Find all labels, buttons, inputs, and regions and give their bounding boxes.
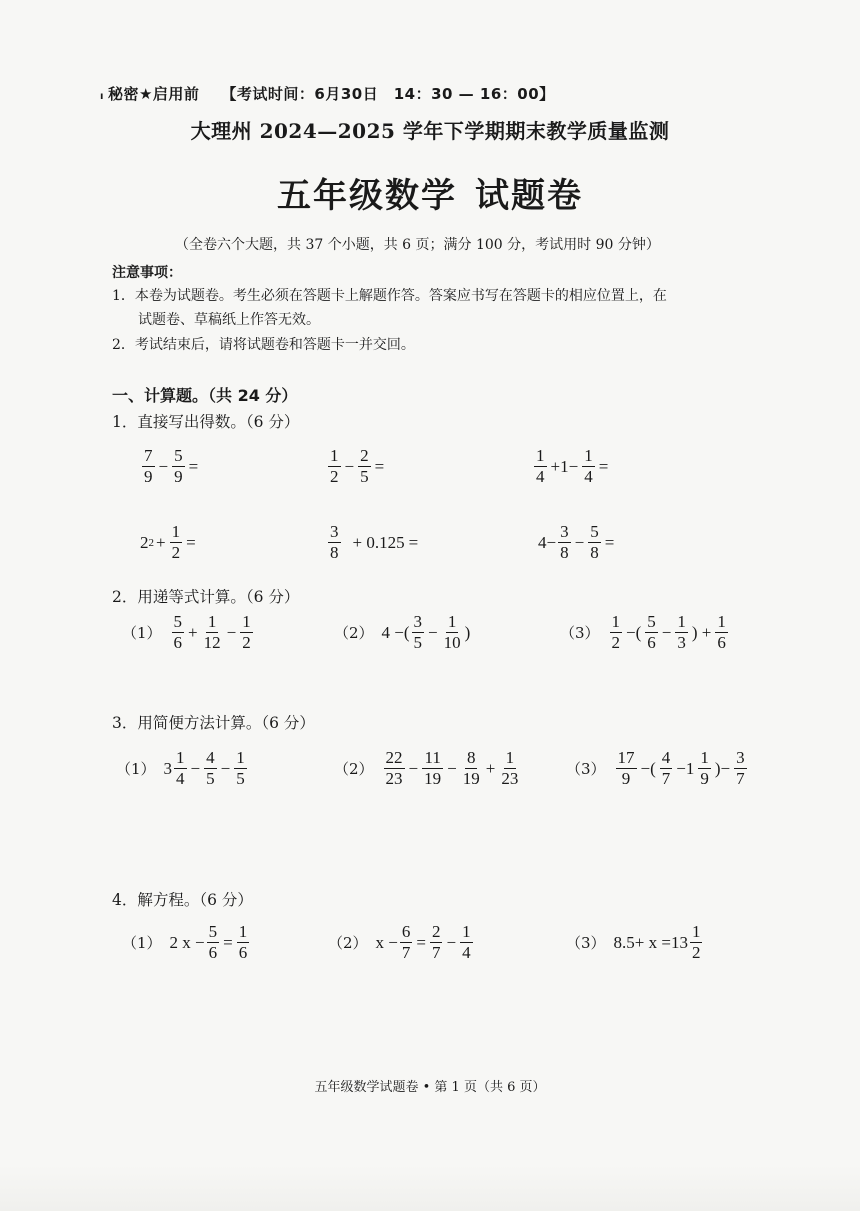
page-footer: 五年级数学试题卷 • 第 1 页（共 6 页） — [314, 1080, 546, 1095]
paper-title-kind: 试题卷 — [475, 176, 583, 216]
paper-info: （全卷六个大题，共 37 个小题，共 6 页；满分 100 分，考试用时 90 分钟） — [175, 237, 660, 253]
paper-title — [0, 168, 860, 217]
q2-problem-1: （1） $\frac{5}{6}$ + $\frac{1}{12}$ − $\frac{1}{2}$ — [122, 612, 251, 652]
q1-problem-1: $\frac{7}{9}$ − $\frac{5}{9}$ = — [144, 446, 199, 486]
note-item-1-cont: 试题卷、草稿纸上作答无效。 — [138, 312, 320, 328]
q2-problem-2: （2） 4 −( $\frac{3}{5}$ − $\frac{1}{10}$ ) — [334, 612, 471, 652]
q4-problem-3: （3） 8.5+ x =13 $\frac{1}{2}$ — [566, 922, 701, 962]
question-4-title: 4．解方程。（6 分） — [112, 891, 253, 909]
q3-problem-2: （2） $\frac{22}{23}$ − $\frac{11}{19}$ − $\frac{8}{19}$ + $\frac{1}{23}$ — [334, 748, 519, 788]
question-2-title: 2．用递等式计算。（6 分） — [112, 588, 300, 606]
q1-problem-3: $\frac{1}{4}$ +1− $\frac{1}{4}$ = — [536, 446, 609, 486]
exam-time: 【考试时间：6月30日 14：30 — 16：00】 — [221, 85, 555, 103]
q3-problem-3: （3） $\frac{17}{9}$ −( $\frac{4}{7}$ −1 $\frac{1}{9}$ )− $\frac{3}{7}$ — [566, 748, 745, 788]
q1-problem-2: $\frac{1}{2}$ − $\frac{2}{5}$ = — [330, 446, 385, 486]
notes-title: 注意事项： — [112, 265, 182, 281]
q2-problem-3: （3） $\frac{1}{2}$ −( $\frac{5}{6}$ − $\frac{1}{3}$ ) + $\frac{1}{6}$ — [560, 612, 726, 652]
question-3-title: 3．用简便方法计算。（6 分） — [112, 714, 315, 732]
scan-bottom-shadow — [0, 1165, 860, 1211]
q4-problem-1: （1） 2 x − $\frac{5}{6}$ = $\frac{1}{6}$ — [122, 922, 248, 962]
q1-problem-6: 4− $\frac{3}{8}$ − $\frac{5}{8}$ = — [538, 522, 615, 562]
q1-problem-5: $\frac{3}{8}$ + 0.125 = — [330, 522, 419, 562]
question-1-title: 1．直接写出得数。（6 分） — [112, 413, 300, 431]
secret-label: 秘密★启用前 — [107, 85, 200, 103]
scan-mark: ı — [100, 91, 104, 102]
section-title: 一、计算题。（共 24 分） — [112, 386, 298, 405]
note-item-1: 1．本卷为试题卷。考生必须在答题卡上解题作答。答案应书写在答题卡的相应位置上，在 — [112, 288, 667, 304]
q1-problem-4: 2 2 + $\frac{1}{2}$ = — [140, 522, 196, 562]
q4-problem-2: （2） x − $\frac{6}{7}$ = $\frac{2}{7}$ − $\frac{1}{4}$ — [328, 922, 471, 962]
paper-title-subject: 五年级数学 — [277, 176, 457, 216]
confidential-header — [100, 83, 555, 104]
q3-problem-1: （1） 3 $\frac{1}{4}$ − $\frac{4}{5}$ − $\frac{1}{5}$ — [116, 748, 245, 788]
note-item-2: 2．考试结束后，请将试题卷和答题卡一并交回。 — [112, 337, 415, 353]
exam-title: 大理州 2024—2025 学年下学期期末教学质量监测 — [190, 119, 670, 143]
